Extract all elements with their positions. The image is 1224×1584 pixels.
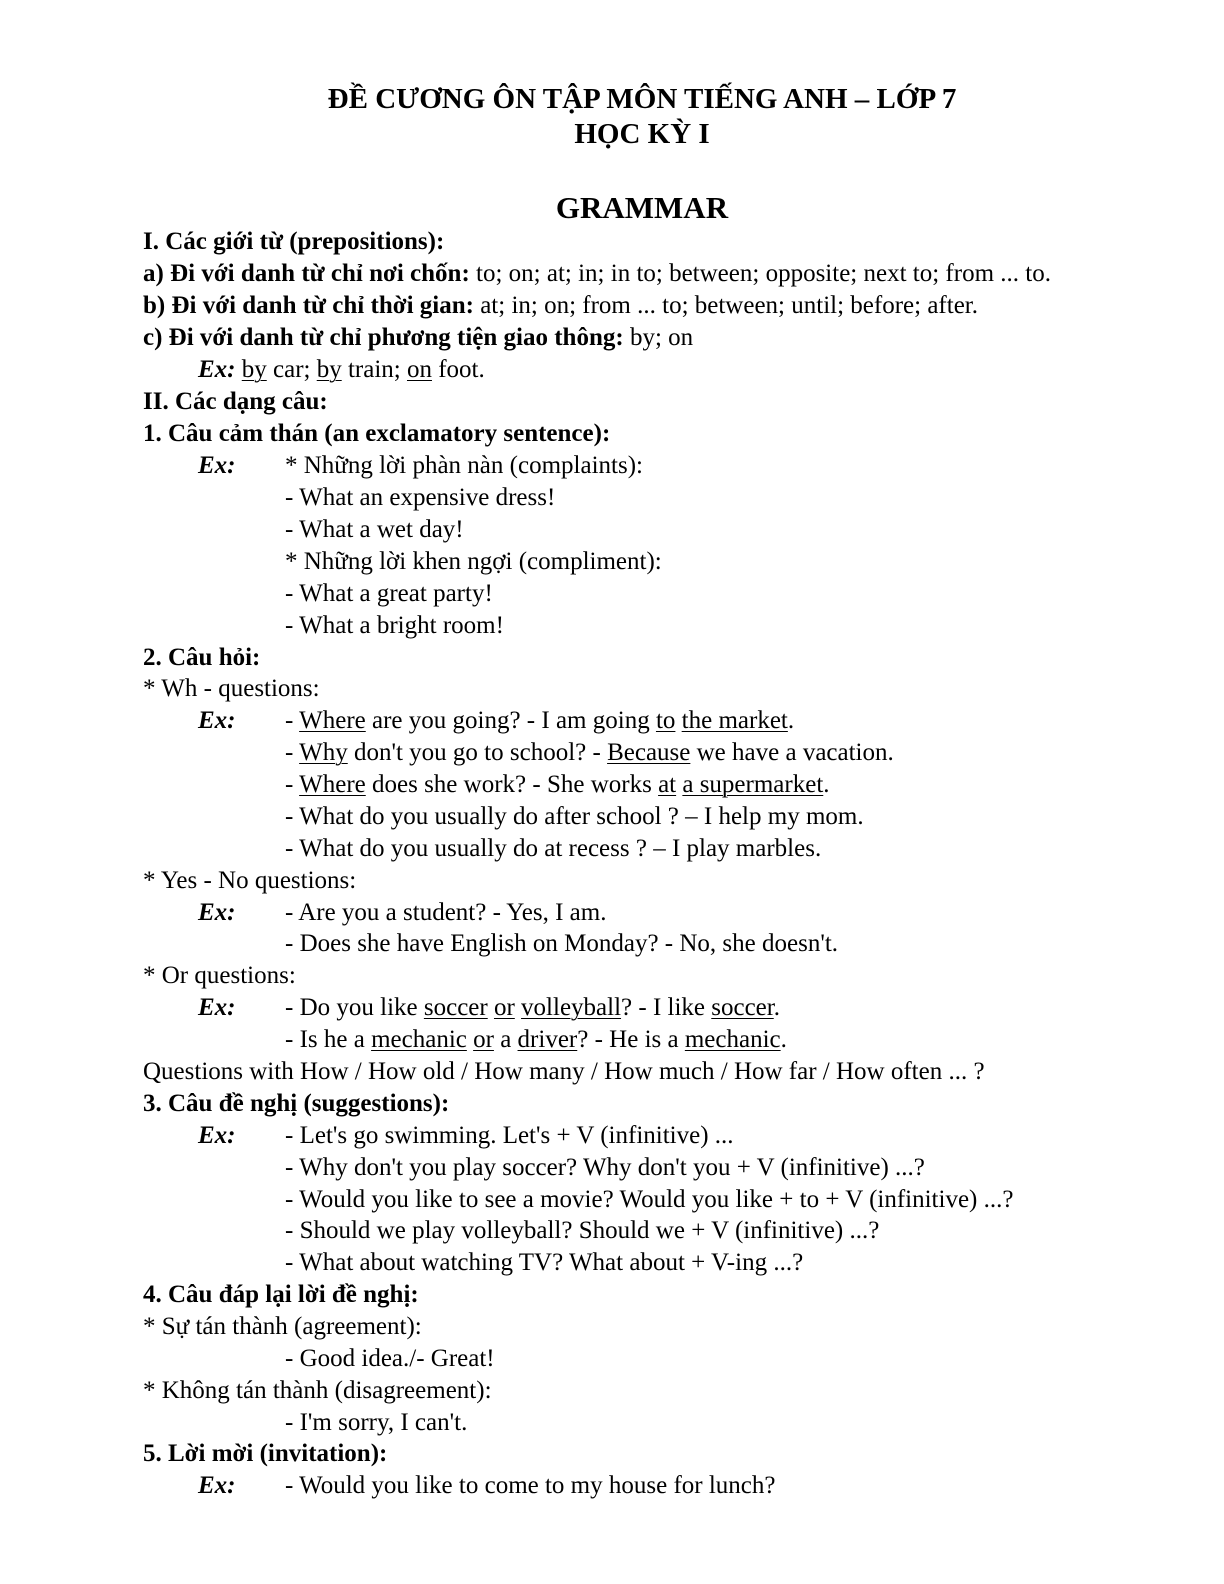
text-run: - Is he a xyxy=(285,1026,372,1053)
wh-questions-label: * Wh - questions: xyxy=(143,675,320,702)
prep-example-line xyxy=(198,354,485,386)
example-label: Ex: xyxy=(198,707,236,734)
list-item: - What a bright room! xyxy=(285,612,504,639)
underlined-word: by xyxy=(316,356,342,383)
or-questions-label: * Or questions: xyxy=(143,962,296,989)
example-label: Ex: xyxy=(198,899,236,926)
list-item: - Should we play volleyball? Should we + V (infinitive) ...? xyxy=(285,1217,880,1244)
text-run: . xyxy=(823,771,830,798)
example-text: car; xyxy=(266,356,317,383)
prep-time-text: at; in; on; from ... to; between; until; before; after. xyxy=(473,292,978,319)
prep-time-line xyxy=(143,290,978,322)
list-item: * Những lời phàn nàn (complaints): xyxy=(285,452,643,479)
example-label: Ex: xyxy=(198,1122,236,1149)
list-item xyxy=(285,992,780,1024)
text-run: . xyxy=(780,1026,787,1053)
example-text: train; xyxy=(341,356,407,383)
list-item: - Would you like to see a movie? Would you like + to + V (infinitive) ...? xyxy=(285,1186,1014,1213)
list-item xyxy=(285,737,894,769)
list-item: - What about watching TV? What about + V-ing ...? xyxy=(285,1249,804,1276)
prep-place-line xyxy=(143,258,1051,290)
text-run: - Do you like xyxy=(285,994,424,1021)
underlined-word: on xyxy=(406,356,432,383)
agreement-label: * Sự tán thành (agreement): xyxy=(143,1313,422,1340)
document-subtitle: HỌC KỲ I xyxy=(574,118,710,150)
suggestions-heading: 3. Câu đề nghị (suggestions): xyxy=(143,1090,450,1117)
prepositions-heading: I. Các giới từ (prepositions): xyxy=(143,228,445,255)
text-run: - xyxy=(285,707,300,734)
text-run: - xyxy=(285,771,300,798)
list-item: - What a great party! xyxy=(285,580,493,607)
text-run: . xyxy=(773,994,780,1021)
text-run: don't you go to school? - xyxy=(347,739,608,766)
prep-place-text: to; on; at; in; in to; between; opposite; next to; from ... to. xyxy=(469,260,1051,287)
prep-transport-line xyxy=(143,322,693,354)
how-questions-line: Questions with How / How old / How many / How much / How far / How often ... ? xyxy=(143,1058,985,1085)
underlined-word: a supermarket xyxy=(682,771,824,798)
prep-transport-text: by; on xyxy=(623,324,694,351)
prep-place-label: a) Đi với danh từ chỉ nơi chốn: xyxy=(143,260,470,287)
underlined-word: Because xyxy=(607,739,691,766)
underlined-word: mechanic xyxy=(684,1026,781,1053)
underlined-word: soccer xyxy=(711,994,774,1021)
text-run: ? - He is a xyxy=(577,1026,685,1053)
underlined-word: at xyxy=(658,771,677,798)
list-item xyxy=(285,769,830,801)
example-label: Ex: xyxy=(198,452,236,479)
list-item: - What a wet day! xyxy=(285,516,464,543)
section-heading-grammar: GRAMMAR xyxy=(555,190,729,225)
list-item: - Does she have English on Monday? - No, she doesn't. xyxy=(285,930,839,957)
list-item: - Are you a student? - Yes, I am. xyxy=(285,899,607,926)
invitation-heading: 5. Lời mời (invitation): xyxy=(143,1440,388,1467)
underlined-word: Where xyxy=(299,707,366,734)
text-run: . xyxy=(787,707,795,734)
underlined-word: driver xyxy=(517,1026,578,1053)
list-item: * Những lời khen ngợi (compliment): xyxy=(285,548,662,575)
text-run: a xyxy=(493,1026,518,1053)
list-item xyxy=(285,705,794,737)
example-label: Ex: xyxy=(198,356,236,383)
list-item: - Let's go swimming. Let's + V (infinitive) ... xyxy=(285,1122,734,1149)
list-item: - What an expensive dress! xyxy=(285,484,556,511)
list-item: - Good idea./- Great! xyxy=(285,1345,495,1372)
text-run: does she work? - She works xyxy=(365,771,659,798)
document-title: ĐỀ CƯƠNG ÔN TẬP MÔN TIẾNG ANH – LỚP 7 xyxy=(327,83,957,115)
list-item: - What do you usually do after school ? – I help my mom. xyxy=(285,803,864,830)
exclamatory-heading: 1. Câu cảm thán (an exclamatory sentence): xyxy=(143,420,611,447)
underlined-word: to xyxy=(655,707,676,734)
prep-time-label: b) Đi với danh từ chỉ thời gian: xyxy=(143,292,474,319)
text-run: are you going? - I am going xyxy=(365,707,656,734)
underlined-word: or xyxy=(473,1026,494,1053)
underlined-word: volleyball xyxy=(521,994,622,1021)
prep-transport-label: c) Đi với danh từ chỉ phương tiện giao thông: xyxy=(143,324,624,351)
list-item: - I'm sorry, I can't. xyxy=(285,1409,468,1436)
sentence-types-heading: II. Các dạng câu: xyxy=(143,388,328,415)
underlined-word: or xyxy=(493,994,515,1021)
text-run: we have a vacation. xyxy=(690,739,894,766)
list-item: - Why don't you play soccer? Why don't you + V (infinitive) ...? xyxy=(285,1154,925,1181)
questions-heading: 2. Câu hỏi: xyxy=(143,644,261,671)
list-item: - Would you like to come to my house for lunch? xyxy=(285,1472,776,1499)
example-text: foot. xyxy=(431,356,485,383)
responses-heading: 4. Câu đáp lại lời đề nghị: xyxy=(143,1281,419,1308)
list-item: - What do you usually do at recess ? – I play marbles. xyxy=(285,835,822,862)
yes-no-questions-label: * Yes - No questions: xyxy=(143,867,357,894)
list-item xyxy=(285,1024,787,1056)
disagreement-label: * Không tán thành (disagreement): xyxy=(143,1377,492,1404)
example-label: Ex: xyxy=(198,994,236,1021)
underlined-word: the market xyxy=(681,707,788,734)
underlined-word: by xyxy=(241,356,267,383)
text-run: ? - I like xyxy=(621,994,712,1021)
underlined-word: mechanic xyxy=(371,1026,467,1053)
underlined-word: Where xyxy=(299,771,366,798)
text-run: - xyxy=(285,739,300,766)
underlined-word: Why xyxy=(299,739,348,766)
underlined-word: soccer xyxy=(423,994,488,1021)
example-label: Ex: xyxy=(198,1472,236,1499)
